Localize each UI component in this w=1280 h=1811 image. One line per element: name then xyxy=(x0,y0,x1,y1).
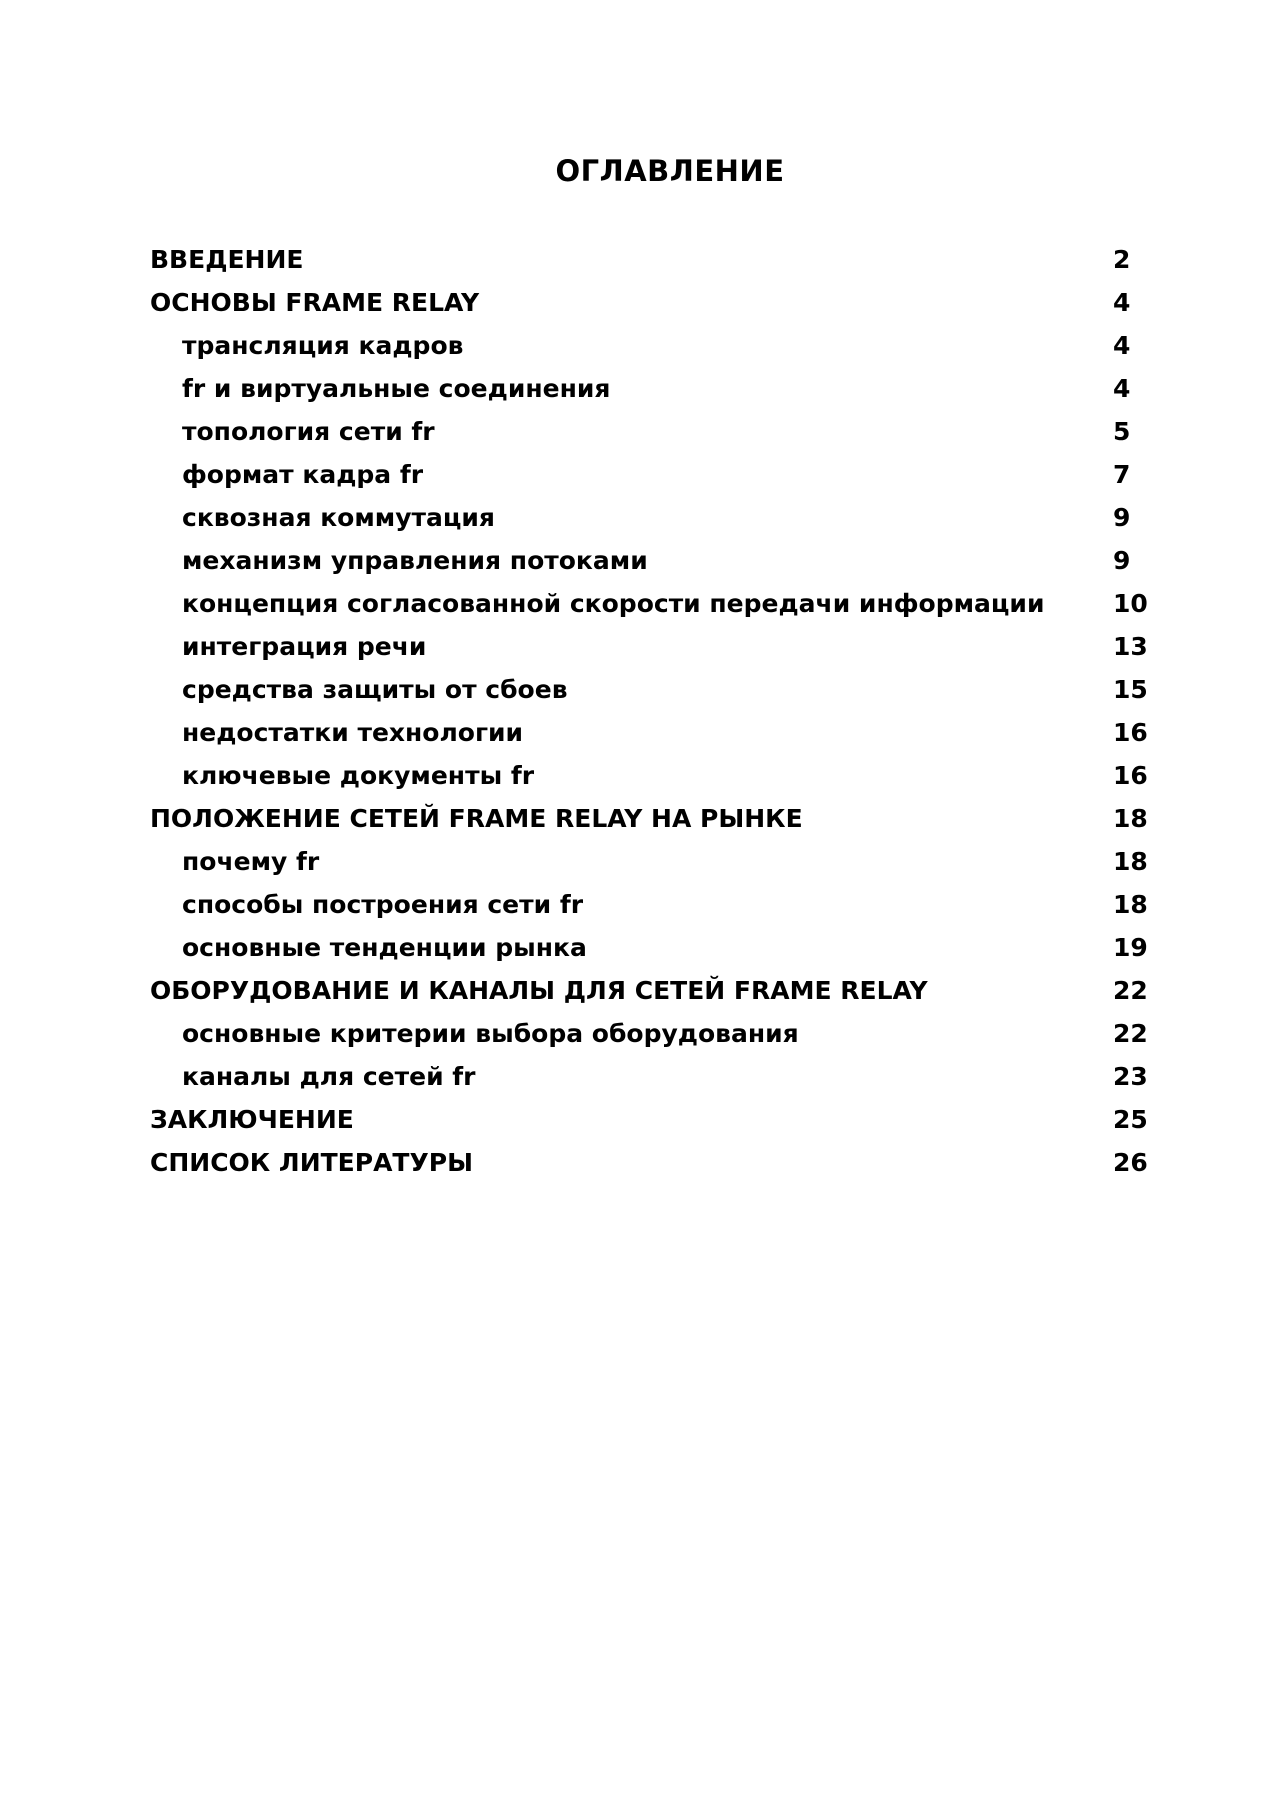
toc-entry-label: ПОЛОЖЕНИЕ СЕТЕЙ FRAME RELAY НА РЫНКЕ xyxy=(150,804,803,833)
toc-entry-label: трансляция кадров xyxy=(182,331,464,360)
toc-page-number: 18 xyxy=(1113,804,1148,833)
toc-subsection-row xyxy=(150,410,1150,453)
toc-subsection-row xyxy=(150,754,1150,797)
toc-entry-label: fr и виртуальные соединения xyxy=(182,374,611,403)
toc-entry-label: интеграция речи xyxy=(182,632,427,661)
toc-subsection-row xyxy=(150,1012,1150,1055)
toc-entry-label: концепция согласованной скорости передачи информации xyxy=(182,589,1045,618)
toc-page-number: 23 xyxy=(1113,1062,1148,1091)
toc-entry-label: ОСНОВЫ FRAME RELAY xyxy=(150,288,480,317)
toc-page-number: 25 xyxy=(1113,1105,1148,1134)
toc-subsection-row xyxy=(150,453,1150,496)
toc-entry-label: основные тенденции рынка xyxy=(182,933,587,962)
toc-page-number: 22 xyxy=(1113,1019,1148,1048)
toc-page-number: 22 xyxy=(1113,976,1148,1005)
toc-section-row xyxy=(150,797,1150,840)
toc-section-row xyxy=(150,969,1150,1012)
toc-page-number: 16 xyxy=(1113,718,1148,747)
toc-page-number: 4 xyxy=(1113,374,1131,403)
toc-entry-label: механизм управления потоками xyxy=(182,546,648,575)
page-title: ОГЛАВЛЕНИЕ xyxy=(555,154,785,188)
toc-entry-label: ВВЕДЕНИЕ xyxy=(150,245,304,274)
toc-entry-label: ОБОРУДОВАНИЕ И КАНАЛЫ ДЛЯ СЕТЕЙ FRAME RELAY xyxy=(150,976,928,1005)
toc-subsection-row xyxy=(150,539,1150,582)
toc-page-number: 5 xyxy=(1113,417,1131,446)
toc-section-row xyxy=(150,281,1150,324)
toc-page-number: 13 xyxy=(1113,632,1148,661)
toc-subsection-row xyxy=(150,926,1150,969)
toc-entry-label: ЗАКЛЮЧЕНИЕ xyxy=(150,1105,354,1134)
toc-entry-label: основные критерии выбора оборудования xyxy=(182,1019,799,1048)
toc-entry-label: сквозная коммутация xyxy=(182,503,495,532)
toc-entry-label: ключевые документы fr xyxy=(182,761,535,790)
toc-page-number: 10 xyxy=(1113,589,1148,618)
toc-entry-label: СПИСОК ЛИТЕРАТУРЫ xyxy=(150,1148,473,1177)
toc-entry-label: каналы для сетей fr xyxy=(182,1062,476,1091)
toc-section-row xyxy=(150,1098,1150,1141)
toc-entry-label: формат кадра fr xyxy=(182,460,424,489)
toc-page-number: 2 xyxy=(1113,245,1131,274)
toc-page-number: 4 xyxy=(1113,331,1131,360)
toc-subsection-row xyxy=(150,1055,1150,1098)
toc-page-number: 16 xyxy=(1113,761,1148,790)
toc-section-row xyxy=(150,1141,1150,1184)
toc-page-number: 18 xyxy=(1113,847,1148,876)
toc-page-number: 15 xyxy=(1113,675,1148,704)
toc-section-row xyxy=(150,238,1150,281)
toc-entry-label: способы построения сети fr xyxy=(182,890,584,919)
toc-subsection-row xyxy=(150,840,1150,883)
toc-subsection-row xyxy=(150,367,1150,410)
toc-entry-label: топология сети fr xyxy=(182,417,435,446)
toc-page-number: 9 xyxy=(1113,546,1131,575)
toc-subsection-row xyxy=(150,496,1150,539)
toc-subsection-row xyxy=(150,711,1150,754)
toc-subsection-row xyxy=(150,625,1150,668)
toc-entry-label: почему fr xyxy=(182,847,320,876)
table-of-contents xyxy=(150,238,1150,1184)
toc-subsection-row xyxy=(150,668,1150,711)
toc-subsection-row xyxy=(150,883,1150,926)
toc-subsection-row xyxy=(150,324,1150,367)
toc-subsection-row xyxy=(150,582,1150,625)
toc-page-number: 4 xyxy=(1113,288,1131,317)
toc-page-number: 9 xyxy=(1113,503,1131,532)
toc-page-number: 7 xyxy=(1113,460,1131,489)
toc-page-number: 26 xyxy=(1113,1148,1148,1177)
toc-page-number: 19 xyxy=(1113,933,1148,962)
toc-entry-label: недостатки технологии xyxy=(182,718,524,747)
toc-page-number: 18 xyxy=(1113,890,1148,919)
toc-entry-label: средства защиты от сбоев xyxy=(182,675,568,704)
